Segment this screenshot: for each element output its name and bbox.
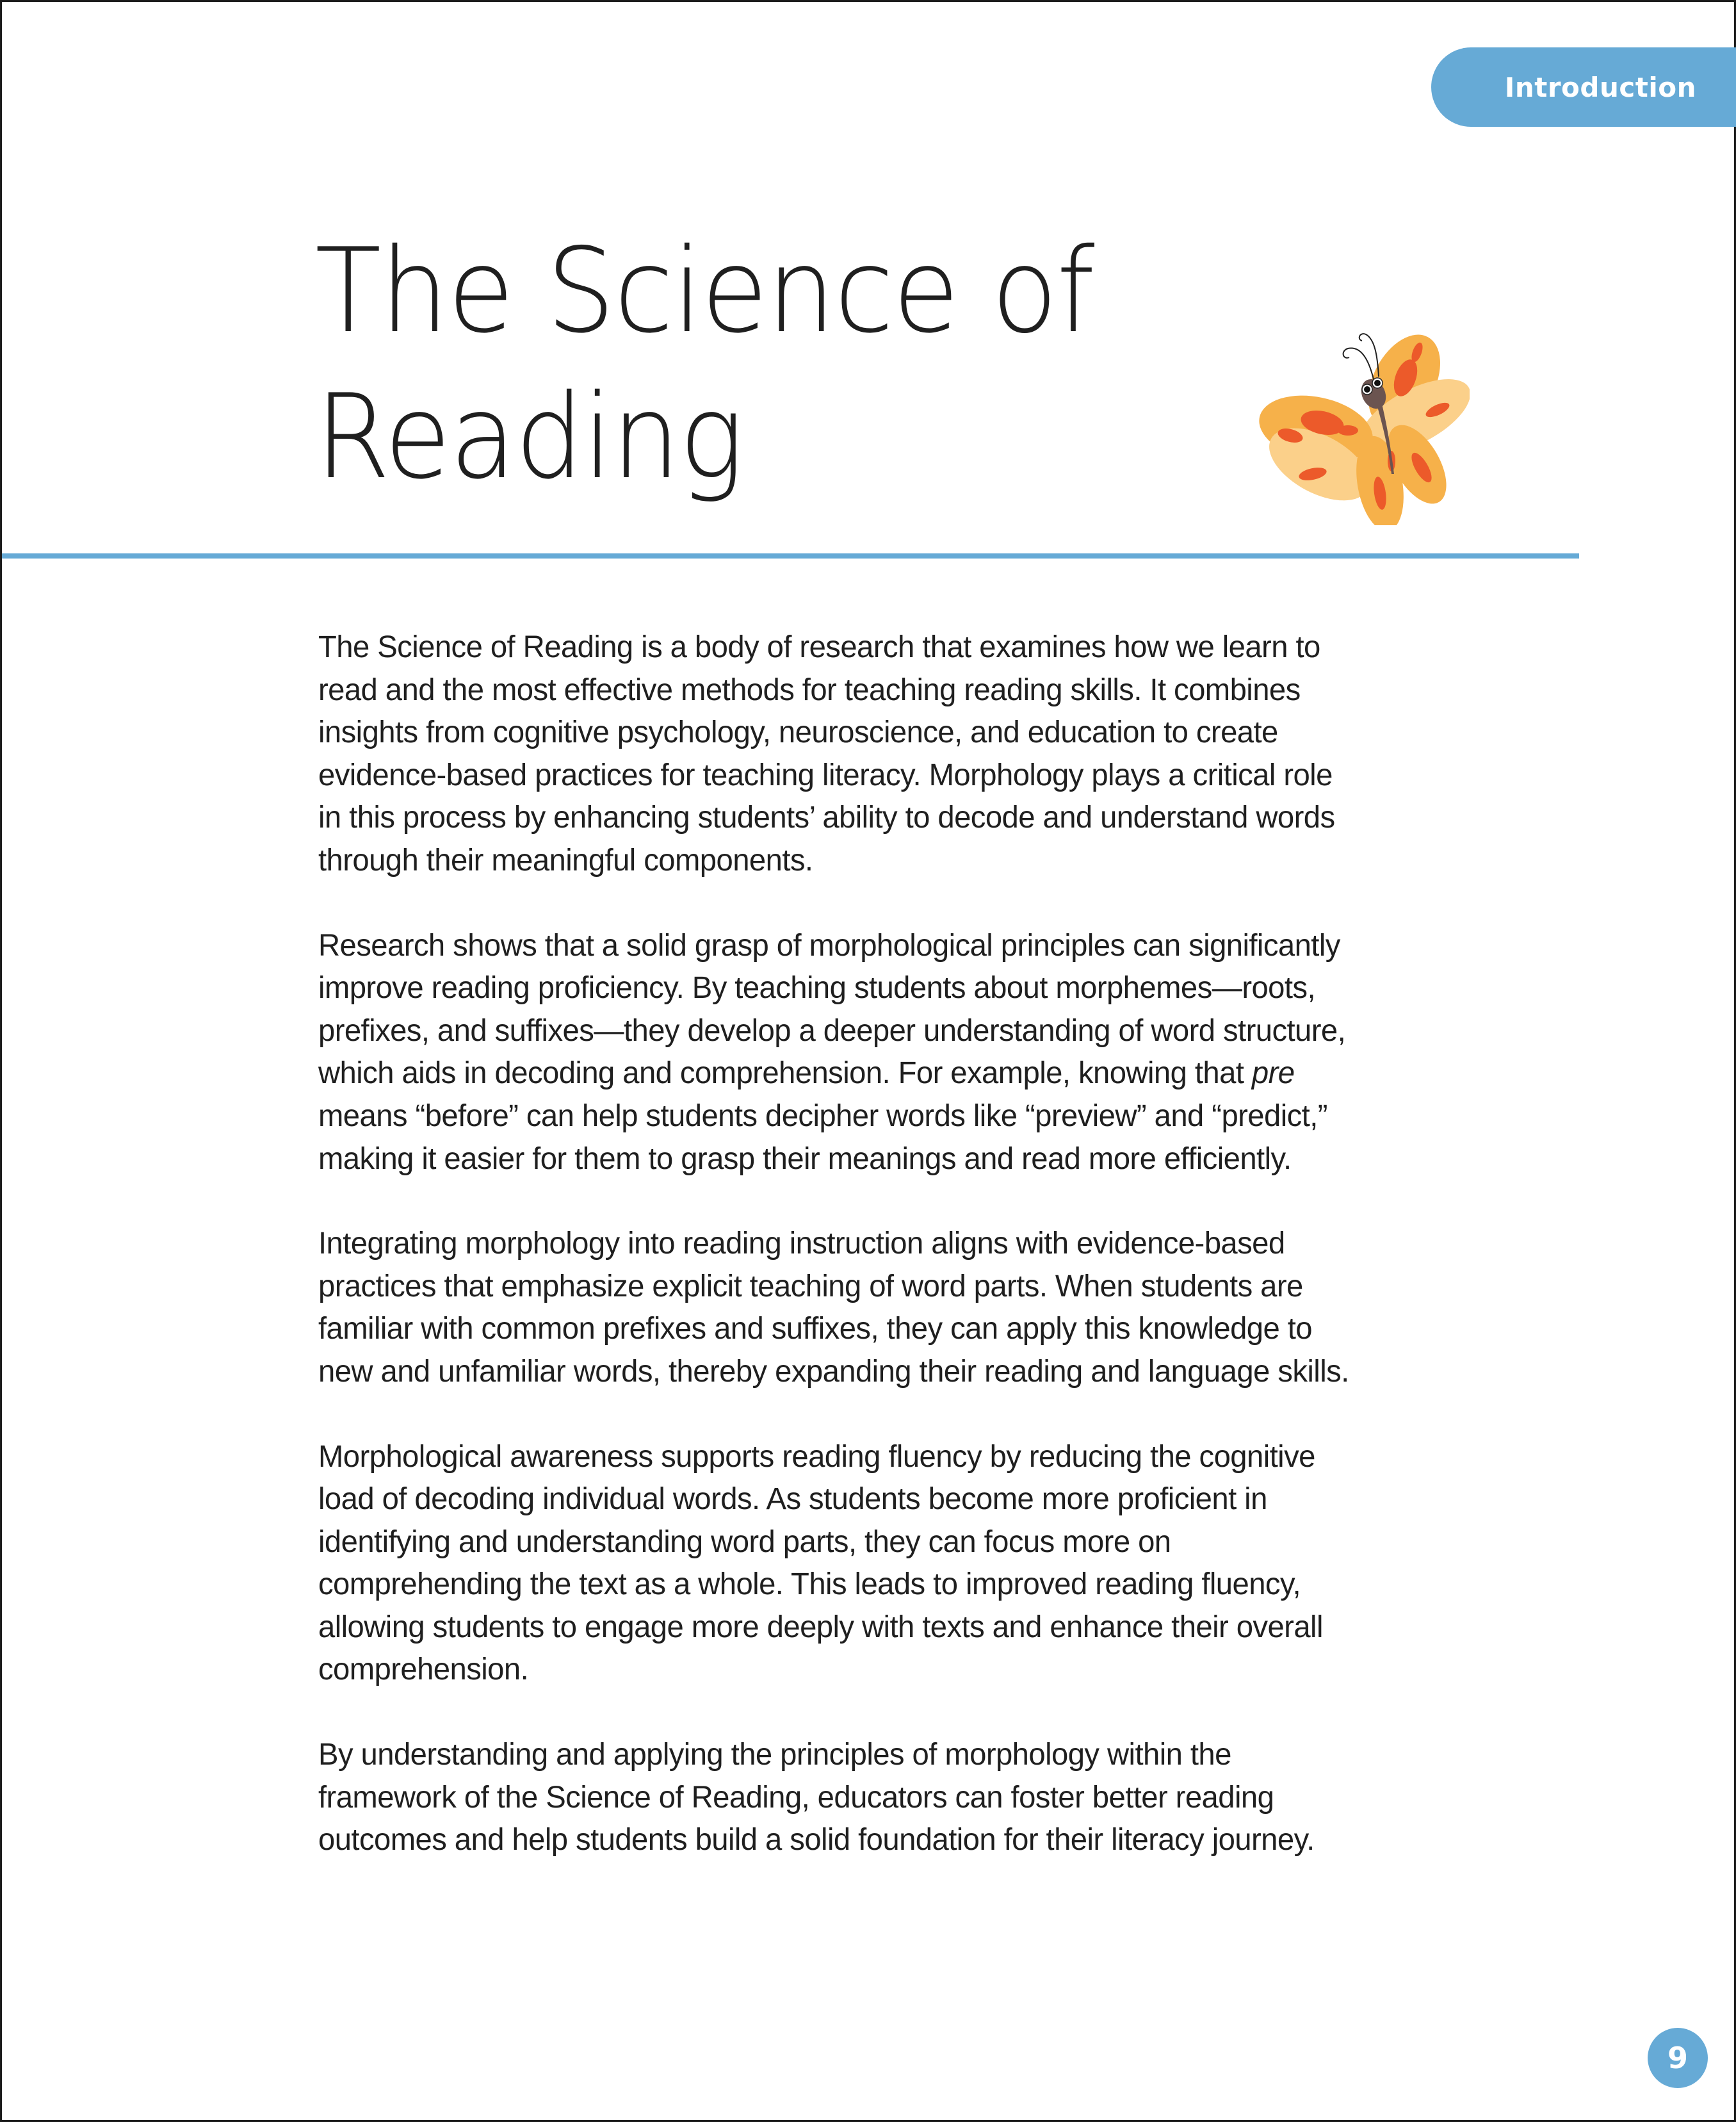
title-divider [2,553,1579,559]
page-title [315,218,1208,510]
paragraph-4 [318,1436,1573,1692]
page-number: 9 [1667,2041,1688,2075]
text-segment: which aids in decoding and comprehension. For example, knowing that [318,1056,1252,1091]
text-line: practices that emphasize explicit teaching of word parts. When students are [318,1269,1303,1303]
text-line: means “before” can help students decipher words like “preview” and “predict,” [318,1098,1327,1133]
text-line: through their meaningful components. [318,843,813,877]
page-title-line-1: The Science of [315,223,1094,359]
text-line: framework of the Science of Reading, educators can foster better reading [318,1780,1274,1815]
text-line: evidence-based practices for teaching literacy. Morphology plays a critical role [318,758,1333,792]
text-line: insights from cognitive psychology, neuroscience, and education to create [318,715,1278,750]
page-title-line-2: Reading [315,369,743,505]
paragraph-3 [318,1223,1573,1393]
butterfly-icon [1252,320,1470,525]
text-line: The Science of Reading is a body of research that examines how we learn to [318,630,1320,664]
text-line: identifying and understanding word parts, they can focus more on [318,1524,1171,1559]
section-tab-introduction [1431,47,1736,127]
text-line: comprehending the text as a whole. This leads to improved reading fluency, [318,1567,1301,1602]
text-line: outcomes and help students build a solid foundation for their literacy journey. [318,1823,1315,1857]
text-line: familiar with common prefixes and suffixes, they can apply this knowledge to [318,1312,1313,1346]
paragraph-1 [318,626,1573,883]
text-line: Morphological awareness supports reading fluency by reducing the cognitive [318,1439,1315,1474]
text-line: new and unfamiliar words, thereby expanding their reading and language skills. [318,1354,1349,1389]
text-line [318,1052,1573,1095]
body-text [318,626,1593,1904]
paragraph-2 [318,925,1573,1181]
text-line: prefixes, and suffixes—they develop a deeper understanding of word structure, [318,1013,1346,1048]
text-line: Integrating morphology into reading instruction aligns with evidence-based [318,1227,1285,1261]
text-line: improve reading proficiency. By teaching students about morphemes—roots, [318,971,1316,1006]
text-line: in this process by enhancing students’ ability to decode and understand words [318,801,1335,835]
text-line: comprehension. [318,1653,529,1687]
italic-term: pre [1251,1056,1295,1091]
section-tab-label: Introduction [1504,71,1696,103]
text-line: By understanding and applying the principles of morphology within the [318,1738,1231,1772]
text-line: read and the most effective methods for teaching reading skills. It combines [318,673,1301,707]
text-line: allowing students to engage more deeply with texts and enhance their overall [318,1610,1323,1644]
text-line: Research shows that a solid grasp of morphological principles can significantly [318,928,1340,963]
text-line: load of decoding individual words. As students become more proficient in [318,1482,1267,1517]
text-line: making it easier for them to grasp their meanings and read more efficiently. [318,1141,1292,1176]
page-number-badge [1648,2028,1708,2088]
paragraph-5 [318,1734,1573,1862]
